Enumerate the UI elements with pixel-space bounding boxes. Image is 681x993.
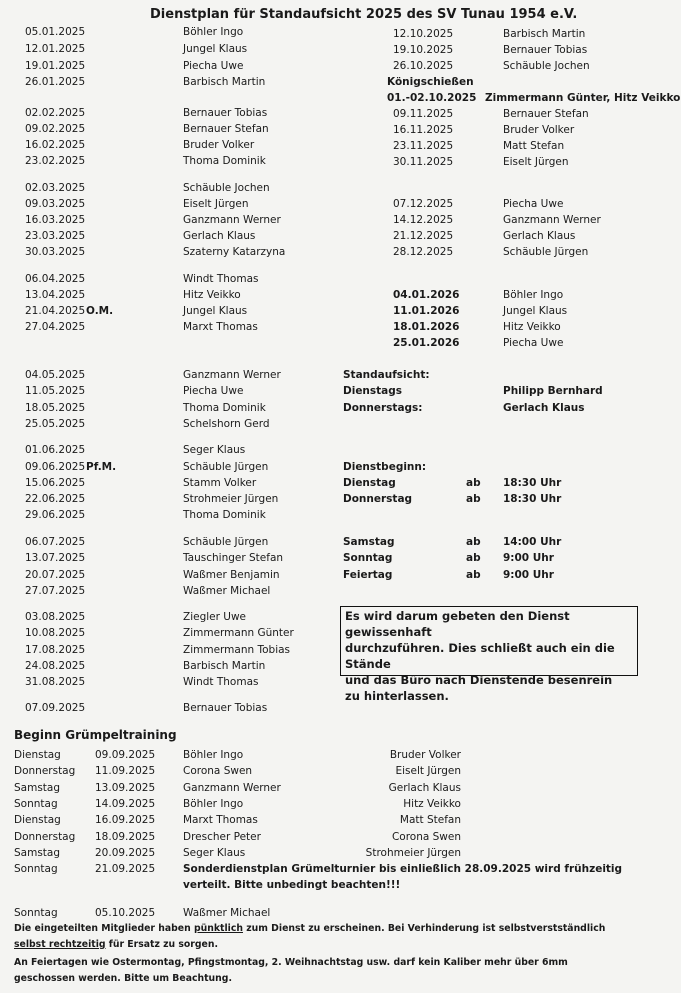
duty-date: 09.11.2025 [393,108,454,120]
duty-name: Piecha Uwe [183,60,244,72]
notice-line: Es wird darum gebeten den Dienst gewissenhaft [345,609,570,639]
duty-name: Ganzmann Werner [183,214,281,226]
gruempel-day: Donnerstag [14,765,76,778]
notice-box [340,606,638,703]
footer-line-2 [14,938,218,952]
gruempel-date: 13.09.2025 [95,781,156,794]
gruempel-date: 14.09.2025 [95,797,156,810]
gruempel-name: Marxt Thomas [183,814,258,827]
duty-name: Matt Stefan [503,140,565,152]
duty-name: Marxt Thomas [183,321,258,333]
gruempel-date: 18.09.2025 [95,830,156,843]
gruempel-name: Drescher Peter [183,830,261,843]
duty-name: Tauschinger Stefan [183,552,284,564]
duty-date: 02.03.2025 [25,182,86,194]
footer-line-3: An Feiertagen wie Ostermontag, Pfingstmontag, 2. Weihnachtstag usw. darf kein Kaliber mehr über 6mm [14,957,568,968]
dienstbeginn-heading: Dienstbeginn: [343,461,427,473]
holiday-tag: O.M. [86,305,114,317]
koenig-label: Königschießen [387,76,474,88]
duty-date: 01.06.2025 [25,444,86,456]
duty-name: Szaterny Katarzyna [183,246,286,258]
duty-date: 25.05.2025 [25,418,86,430]
duty-name: Bernauer Stefan [183,123,269,135]
gruempel-day: Samstag [14,781,61,794]
duty-date: 06.07.2025 [25,536,86,548]
notice-line: durchzuführen. Dies schließt auch ein die Stände [345,641,615,671]
duty-name: Jungel Klaus [183,43,248,55]
duty-date: 09.06.2025 [25,461,86,473]
gruempel-heading: Beginn Grümpeltraining [14,728,177,742]
gruempel-name: Ganzmann Werner [183,781,281,794]
duty-name: Seger Klaus [183,444,246,456]
dienst-day: Feiertag [343,569,393,581]
duty-name: Waßmer Michael [183,585,271,597]
dienst-time: 14:00 Uhr [503,536,562,548]
duty-name: Ganzmann Werner [503,214,601,226]
duty-date: 30.11.2025 [393,156,454,168]
gruempel-name: Hitz Veikko [403,797,461,810]
duty-name: Gerlach Klaus [503,230,576,242]
duty-name: Bruder Volker [503,124,575,136]
duty-date: 23.02.2025 [25,155,86,167]
gruempel-name: Böhler Ingo [183,749,244,761]
gruempel-day: Sonntag [14,797,58,810]
last-date: 05.10.2025 [95,907,156,919]
duty-date: 21.04.2025 [25,305,86,317]
sonder-date: 21.09.2025 [95,863,156,875]
footer-text: zum Dienst zu erscheinen. Bei Verhinderung ist selbstverstständlich [242,923,606,934]
duty-name: Böhler Ingo [503,289,564,301]
duty-name: Windt Thomas [183,273,259,285]
duty-name: Ganzmann Werner [183,369,281,381]
duty-date: 25.01.2026 [393,337,460,349]
duty-name: Schäuble Jürgen [503,246,589,258]
duty-name: Hitz Veikko [183,289,241,301]
duty-date: 19.10.2025 [393,44,454,56]
duty-date: 30.03.2025 [25,246,86,258]
gruempel-day: Donnerstag [14,830,76,843]
holiday-tag: Pf.M. [86,461,117,473]
gruempel-name: Strohmeier Jürgen [365,846,461,859]
dienst-ab: ab [466,477,481,489]
gruempel-day: Dienstag [14,814,61,827]
dienst-day: Donnerstag [343,493,413,505]
duty-date: 09.02.2025 [25,123,86,135]
footer-text: Die eingeteilten Mitglieder haben [14,923,194,934]
duty-date: 07.09.2025 [25,702,86,714]
duty-date: 18.01.2026 [393,321,460,333]
duty-name: Piecha Uwe [503,198,564,210]
duty-name: Eiselt Jürgen [183,198,249,210]
gruempel-name: Corona Swen [183,765,253,778]
gruempel-date: 11.09.2025 [95,765,156,778]
duty-name: Schäuble Jürgen [183,461,269,473]
sonder-day: Sonntag [14,863,58,875]
duty-name: Waßmer Benjamin [183,569,280,581]
dienst-ab: ab [466,536,481,548]
notice-line: und das Büro nach Dienstende besenrein [345,673,613,687]
duty-name: Windt Thomas [183,676,259,688]
duty-date: 22.06.2025 [25,493,86,505]
notice-line: zu hinterlassen. [345,689,449,703]
duty-name: Strohmeier Jürgen [183,493,279,505]
dienst-day: Sonntag [343,552,393,564]
dienst-time: 9:00 Uhr [503,552,554,564]
duty-date: 13.07.2025 [25,552,86,564]
koenig-names: Zimmermann Günter, Hitz Veikko [485,92,681,104]
duty-name: Gerlach Klaus [183,230,256,242]
duty-date: 29.06.2025 [25,509,86,521]
duty-name: Ziegler Uwe [183,611,246,623]
standaufsicht-heading: Standaufsicht: [343,369,430,381]
footer-text: für Ersatz zu sorgen. [105,939,219,950]
sonder-line: verteilt. Bitte unbedingt beachten!!! [183,879,401,891]
duty-name: Bernauer Tobias [183,702,268,714]
duty-date: 09.03.2025 [25,198,86,210]
gruempel-name: Böhler Ingo [183,797,244,810]
duty-name: Bernauer Tobias [503,44,588,56]
duty-date: 31.08.2025 [25,676,86,688]
duty-date: 19.01.2025 [25,60,86,72]
duty-name: Schäuble Jochen [183,182,270,194]
duty-date: 26.01.2025 [25,76,86,88]
duty-date: 23.11.2025 [393,140,454,152]
duty-date: 28.12.2025 [393,246,454,258]
duty-name: Thoma Dominik [183,402,266,414]
koenig-date: 01.-02.10.2025 [387,92,477,104]
gruempel-name: Gerlach Klaus [388,781,461,794]
gruempel-date: 09.09.2025 [95,749,156,761]
duty-name: Thoma Dominik [183,509,266,521]
gruempel-name: Corona Swen [391,830,461,843]
duty-date: 07.12.2025 [393,198,454,210]
last-name: Waßmer Michael [183,907,271,919]
dienst-ab: ab [466,569,481,581]
gruempel-date: 20.09.2025 [95,846,156,859]
duty-date: 04.01.2026 [393,289,460,301]
duty-date: 26.10.2025 [393,60,454,72]
duty-date: 02.02.2025 [25,107,86,119]
duty-name: Bruder Volker [183,139,255,151]
duty-date: 16.02.2025 [25,139,86,151]
duty-date: 11.01.2026 [393,305,460,317]
duty-name: Piecha Uwe [183,385,244,397]
duty-name: Böhler Ingo [183,26,244,38]
duty-date: 16.03.2025 [25,214,86,226]
duty-name: Zimmermann Tobias [183,644,291,656]
duty-date: 15.06.2025 [25,477,86,489]
dienst-ab: ab [466,552,481,564]
gruempel-name: Eiselt Jürgen [395,765,461,778]
duty-date: 03.08.2025 [25,611,86,623]
page-title: Dienstplan für Standaufsicht 2025 des SV Tunau 1954 e.V. [150,7,578,22]
duty-name: Schäuble Jochen [503,60,590,72]
duty-name: Barbisch Martin [183,76,266,88]
footer-underlined: selbst rechtzeitig [14,939,106,950]
duty-name: Zimmermann Günter [183,627,294,639]
duty-name: Piecha Uwe [503,337,564,349]
duty-date: 13.04.2025 [25,289,86,301]
standaufsicht-name: Gerlach Klaus [503,402,585,414]
duty-name: Bernauer Tobias [183,107,268,119]
gruempel-name: Matt Stefan [399,814,461,827]
duty-date: 14.12.2025 [393,214,454,226]
dienst-day: Dienstag [343,477,396,489]
duty-name: Stamm Volker [183,477,257,489]
standaufsicht-day: Donnerstags: [343,402,423,414]
duty-name: Jungel Klaus [503,305,568,317]
duty-date: 23.03.2025 [25,230,86,242]
dienst-day: Samstag [343,536,395,548]
standaufsicht-name: Philipp Bernhard [503,385,603,397]
footer-line-4: geschossen werden. Bitte um Beachtung. [14,973,232,984]
dienst-time: 18:30 Uhr [503,493,562,505]
gruempel-name: Seger Klaus [183,846,246,859]
duty-date: 21.12.2025 [393,230,454,242]
last-day: Sonntag [14,907,58,919]
duty-date: 18.05.2025 [25,402,86,414]
duty-date: 12.10.2025 [393,28,454,40]
gruempel-day: Dienstag [14,749,61,761]
sonder-line: Sonderdienstplan Grümelturnier bis einließlich 28.09.2025 wird frühzeitig [183,863,623,875]
duty-date: 04.05.2025 [25,369,86,381]
duty-name: Thoma Dominik [183,155,266,167]
duty-name: Hitz Veikko [503,321,561,333]
gruempel-name: Bruder Volker [389,749,461,761]
duty-date: 06.04.2025 [25,273,86,285]
dienst-time: 9:00 Uhr [503,569,554,581]
duty-name: Jungel Klaus [183,305,248,317]
duty-date: 27.07.2025 [25,585,86,597]
duty-date: 24.08.2025 [25,660,86,672]
duty-date: 16.11.2025 [393,124,454,136]
footer-underlined: pünktlich [193,923,243,934]
duty-date: 20.07.2025 [25,569,86,581]
duty-date: 27.04.2025 [25,321,86,333]
dienst-ab: ab [466,493,481,505]
duty-name: Barbisch Martin [503,28,586,40]
duty-name: Barbisch Martin [183,660,266,672]
duty-name: Eiselt Jürgen [503,156,569,168]
standaufsicht-day: Dienstags [343,385,403,397]
gruempel-day: Samstag [14,846,61,859]
footer-line-1 [14,922,605,936]
duty-date: 10.08.2025 [25,627,86,639]
duty-date: 17.08.2025 [25,644,86,656]
gruempel-date: 16.09.2025 [95,814,156,827]
dienst-time: 18:30 Uhr [503,477,562,489]
duty-date: 05.01.2025 [25,26,86,38]
duty-name: Bernauer Stefan [503,108,589,120]
duty-date: 12.01.2025 [25,43,86,55]
duty-name: Schelshorn Gerd [183,418,270,430]
duty-name: Schäuble Jürgen [183,536,269,548]
duty-date: 11.05.2025 [25,385,86,397]
